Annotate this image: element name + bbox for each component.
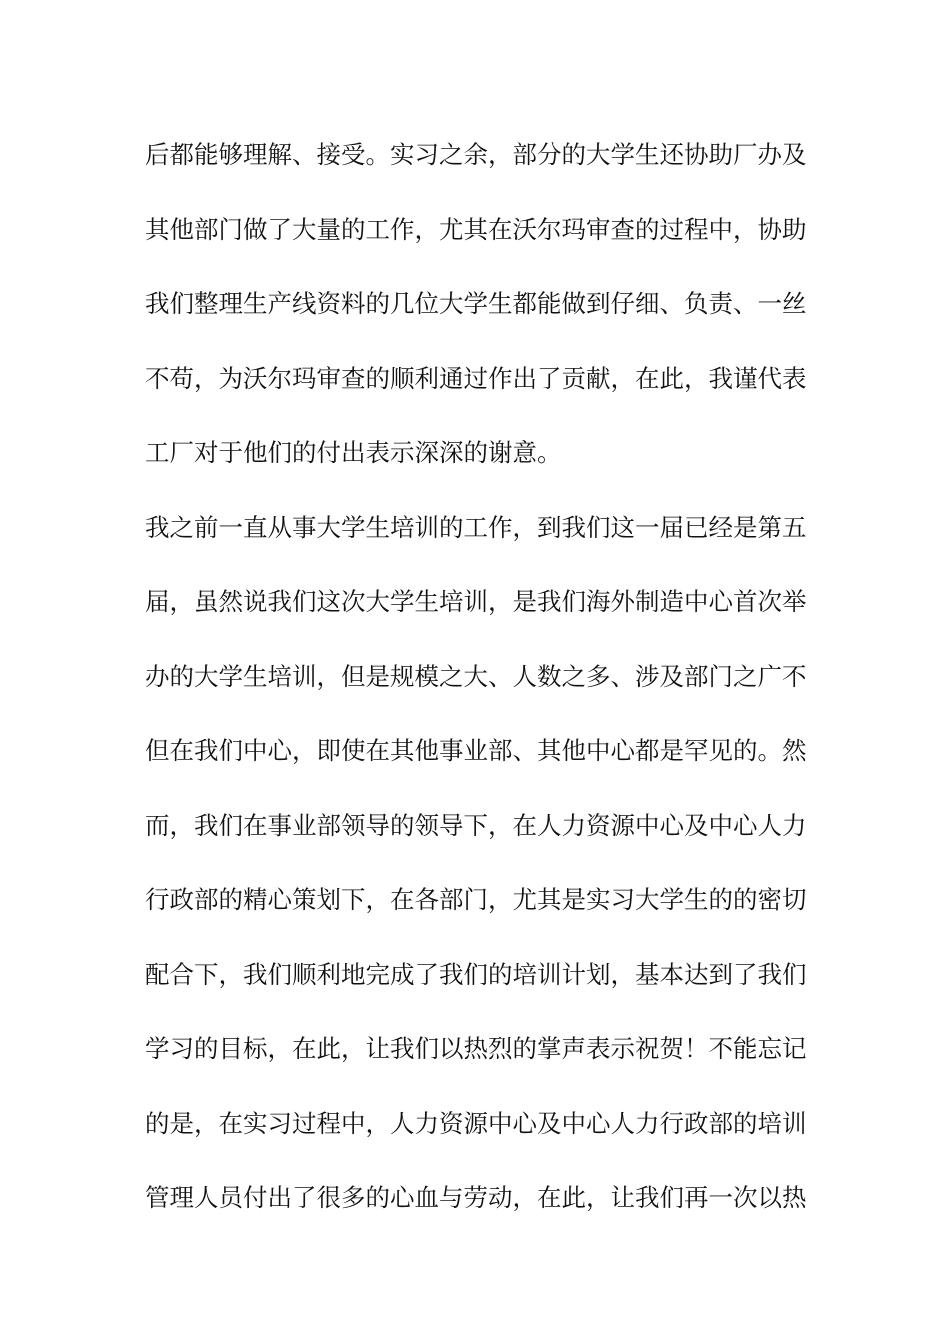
- text-line: 的是，在实习过程中，人力资源中心及中心人力行政部的培训: [145, 1108, 807, 1138]
- text-line: 办的大学生培训，但是规模之大、人数之多、涉及部门之广不: [145, 661, 807, 691]
- text-line: 我之前一直从事大学生培训的工作，到我们这一届已经是第五: [145, 512, 807, 542]
- text-line: 行政部的精心策划下，在各部门，尤其是实习大学生的的密切: [145, 885, 807, 914]
- text-line: 管理人员付出了很多的心血与劳动，在此，让我们再一次以热: [145, 1183, 807, 1212]
- text-line: 但在我们中心，即使在其他事业部、其他中心都是罕见的。然: [145, 736, 807, 765]
- text-line: 届，虽然说我们这次大学生培训，是我们海外制造中心首次举: [145, 587, 807, 616]
- body-text: [145, 132, 805, 1250]
- text-line: 学习的目标，在此，让我们以热烈的掌声表示祝贺！不能忘记: [145, 1034, 807, 1063]
- text-line: 我们整理生产线资料的几位大学生都能做到仔细、负责、一丝: [145, 289, 807, 318]
- text-line: 配合下，我们顺利地完成了我们的培训计划，基本达到了我们: [145, 959, 807, 989]
- text-line: 工厂对于他们的付出表示深深的谢意。: [145, 438, 562, 467]
- text-line: 其他部门做了大量的工作，尤其在沃尔玛审查的过程中，协助: [145, 214, 807, 244]
- text-line: 而，我们在事业部领导的领导下，在人力资源中心及中心人力: [145, 810, 807, 840]
- text-line: 不苟，为沃尔玛审查的顺利通过作出了贡献，在此，我谨代表: [145, 363, 807, 393]
- text-line: 后都能够理解、接受。实习之余，部分的大学生还协助厂办及: [145, 140, 807, 169]
